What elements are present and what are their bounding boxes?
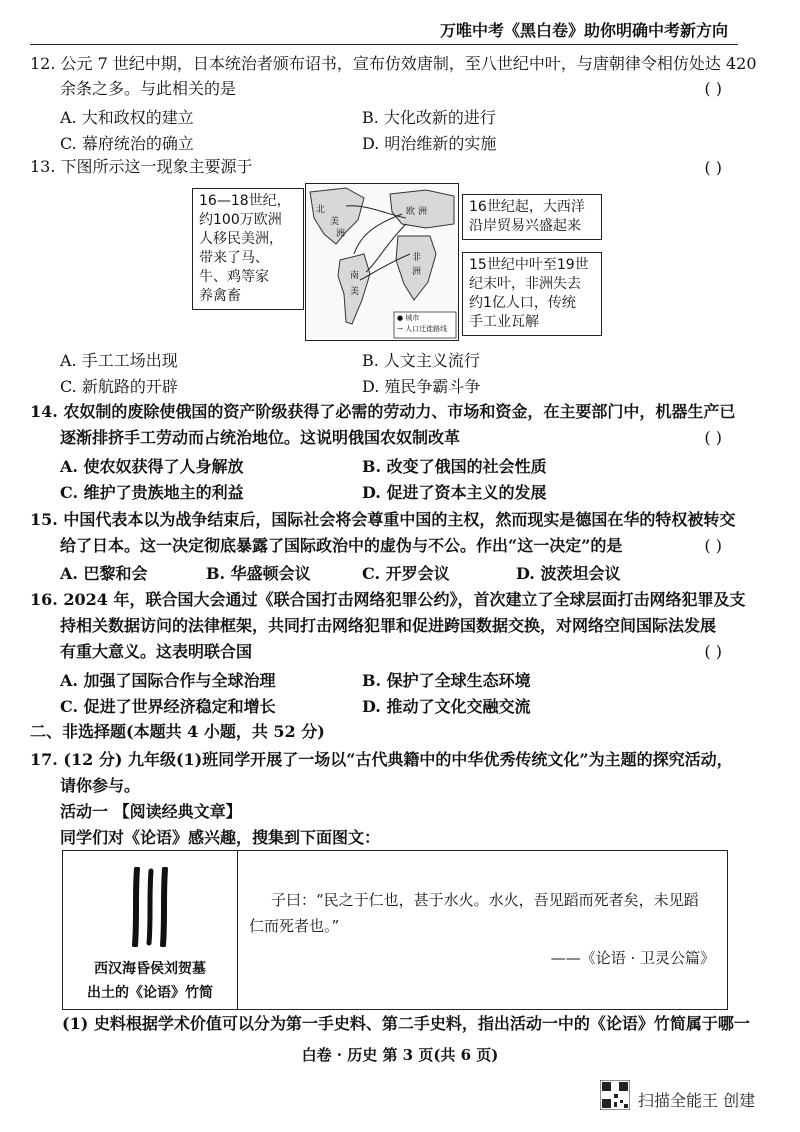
q12-option-d: D. 明治维新的实施 — [362, 134, 497, 153]
q14-line1: 14. 农奴制的废除使俄国的资产阶级获得了必需的劳动力、市场和资金，在主要部门中，机器生产已 — [30, 402, 736, 421]
q16-line1: 16. 2024 年，联合国大会通过《联合国打击网络犯罪公约》，首次建立了全球层面打击网络犯罪及支 — [30, 590, 746, 609]
q16-line3: 有重大意义。这表明联合国 — [60, 642, 253, 661]
qr-code-icon — [600, 1080, 630, 1110]
q13-option-c: C. 新航路的开辟 — [60, 377, 178, 396]
map-label: 北 — [316, 205, 326, 215]
q16-answer-paren: ( ) — [704, 642, 722, 661]
q17-line1: 17. (12 分) 九年级(1)班同学开展了一场以“古代典籍中的中华优秀传统文化”为主题的探究活动， — [30, 750, 733, 769]
q15-line2: 给了日本。这一决定彻底暴露了国际政治中的虚伪与不公。作出“这一决定”的是 — [60, 536, 623, 555]
q12-option-b: B. 大化改新的进行 — [362, 108, 496, 127]
q12-line2: 余条之多。与此相关的是 — [60, 79, 237, 98]
analects-quote-line2: 仁而死者也。” — [249, 917, 340, 935]
page-footer: 白卷 · 历史 第 3 页(共 6 页) — [301, 1046, 499, 1064]
box-text: 人移民美洲， — [199, 231, 283, 247]
page-header: 万唯中考《黑白卷》助你明确中考新方向 — [439, 21, 728, 40]
bamboo-slips-image — [129, 867, 173, 947]
box-text: 约100万欧洲 — [199, 212, 282, 228]
q14-option-d: D. 促进了资本主义的发展 — [362, 483, 547, 502]
q12-answer-paren: ( ) — [704, 79, 722, 98]
box-text: 牛、鸡等家 — [199, 269, 269, 285]
analects-source: ——《论语 · 卫灵公篇》 — [550, 949, 715, 967]
q15-line1: 15. 中国代表本以为战争结束后，国际社会将会尊重中国的主权，然而现实是德国在华的特权被转交 — [30, 510, 736, 529]
box-text: 16世纪起，大西洋 — [469, 199, 585, 215]
q16-option-a: A. 加强了国际合作与全球治理 — [60, 671, 276, 690]
q14-answer-paren: ( ) — [704, 428, 722, 447]
section-two-heading: 二、非选择题(本题共 4 小题，共 52 分) — [30, 722, 325, 741]
map-label: 洲 — [418, 207, 428, 217]
q16-option-c: C. 促进了世界经济稳定和增长 — [60, 697, 276, 716]
q15-answer-paren: ( ) — [704, 536, 722, 555]
analects-quote-line1: 子曰：“民之于仁也，甚于水火。水火，吾见蹈而死者矣，未见蹈 — [271, 891, 699, 909]
q13-option-d: D. 殖民争霸斗争 — [362, 377, 481, 396]
header-rule — [30, 44, 738, 45]
caption-line: 西汉海昏侯刘贺墓 — [94, 961, 206, 977]
box-text: 纪末叶，非洲失去 — [469, 276, 581, 292]
map-label: 美 — [330, 217, 340, 227]
q13-stem: 13. 下图所示这一现象主要源于 — [30, 157, 253, 176]
q14-line2: 逐渐排挤手工劳动而占统治地位。这说明俄国农奴制改革 — [60, 428, 461, 447]
box-text: 沿岸贸易兴盛起来 — [469, 218, 581, 234]
map-label: 洲 — [412, 267, 422, 277]
q12-line1: 12. 公元 7 世纪中期，日本统治者颁布诏书，宣布仿效唐制，至八世纪中叶，与唐朝律令相仿处达 420 — [30, 54, 757, 73]
q13-option-a: A. 手工工场出现 — [60, 351, 178, 370]
q15-option-b: B. 华盛顿会议 — [206, 564, 311, 583]
world-map-figure — [305, 183, 459, 341]
map-legend-city: ● 城市 — [397, 314, 420, 322]
q14-option-b: B. 改变了俄国的社会性质 — [362, 457, 547, 476]
map-label: 非 — [412, 253, 422, 263]
map-label: 南 — [350, 271, 360, 281]
q17-intro: 同学们对《论语》感兴趣，搜集到下面图文： — [60, 828, 381, 847]
map-label: 美 — [350, 287, 360, 297]
bamboo-slips-caption — [63, 957, 237, 1005]
caption-line: 出土的《论语》竹简 — [87, 985, 213, 1001]
q15-option-c: C. 开罗会议 — [362, 564, 450, 583]
q13-box-europe-migration — [192, 188, 304, 310]
q13-answer-paren: ( ) — [704, 158, 722, 177]
q17-line2: 请你参与。 — [60, 776, 141, 795]
q15-option-a: A. 巴黎和会 — [60, 564, 148, 583]
q12-option-c: C. 幕府统治的确立 — [60, 134, 194, 153]
q17-material-table — [62, 850, 728, 1010]
map-label: 欧 — [406, 207, 416, 217]
box-text: 带来了马、 — [199, 250, 269, 266]
q13-box-africa-population — [462, 252, 602, 336]
q13-box-atlantic-trade — [462, 194, 602, 240]
map-legend-route: → 人口迁徙路线 — [397, 325, 448, 333]
q17-subquestion-1: (1) 史料根据学术价值可以分为第一手史料、第二手史料，指出活动一中的《论语》竹简属于哪一 — [62, 1014, 750, 1033]
q17-activity-heading: 活动一 【阅读经典文章】 — [60, 802, 242, 821]
q16-line2: 持相关数据访问的法律框架，共同打击网络犯罪和促进跨国数据交换，对网络空间国际法发展 — [60, 616, 717, 635]
scanner-watermark: 扫描全能王 创建 — [638, 1091, 756, 1110]
table-divider — [237, 851, 238, 1009]
q16-option-d: D. 推动了文化交融交流 — [362, 697, 531, 716]
box-text: 16—18世纪， — [199, 193, 291, 209]
box-text: 约1亿人口，传统 — [469, 295, 576, 311]
map-drawing — [306, 184, 458, 340]
q15-option-d: D. 波茨坦会议 — [516, 564, 621, 583]
map-label: 洲 — [336, 229, 346, 239]
q14-option-a: A. 使农奴获得了人身解放 — [60, 457, 244, 476]
q16-option-b: B. 保护了全球生态环境 — [362, 671, 531, 690]
box-text: 15世纪中叶至19世 — [469, 257, 589, 273]
q14-option-c: C. 维护了贵族地主的利益 — [60, 483, 244, 502]
box-text: 手工业瓦解 — [469, 314, 539, 330]
q12-option-a: A. 大和政权的建立 — [60, 108, 194, 127]
q13-option-b: B. 人文主义流行 — [362, 351, 480, 370]
box-text: 养禽畜 — [199, 288, 241, 304]
